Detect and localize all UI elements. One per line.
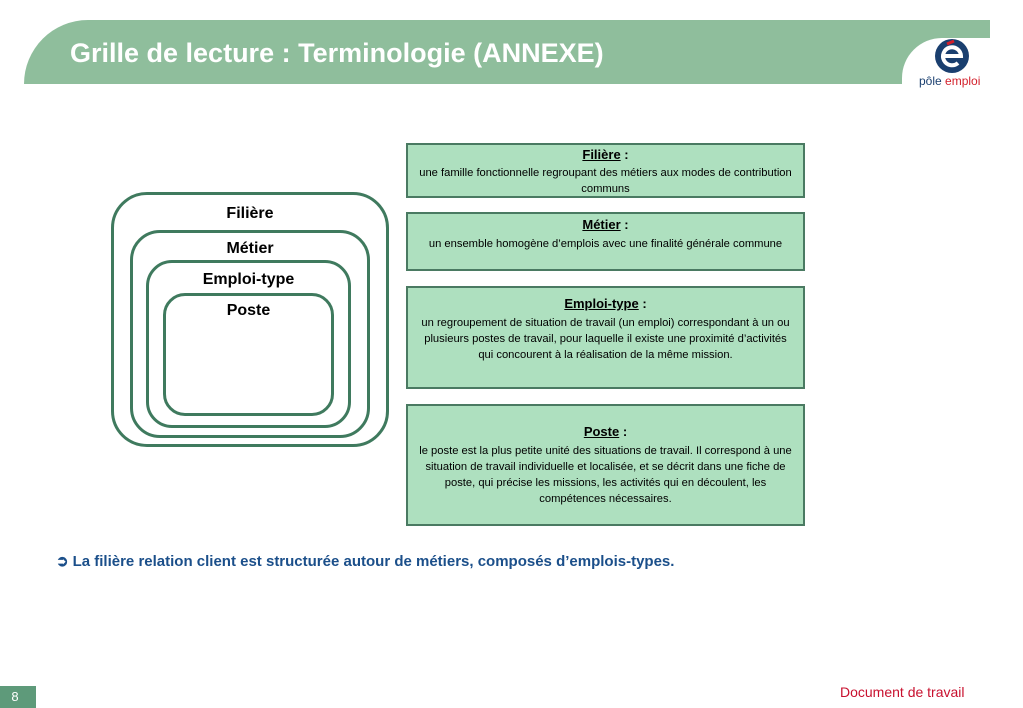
nest-poste-label: Poste (226, 302, 271, 319)
definition-text: un ensemble homogène d’emplois avec une finalité générale commune (428, 238, 783, 250)
document-label: Document de travail (840, 684, 965, 700)
definition-title: Métier : (582, 217, 629, 232)
nest-filiere-label: Filière (226, 205, 274, 222)
definition-title: Poste : (583, 424, 628, 439)
arrow-right-icon: ➲ (56, 553, 69, 570)
nest-metier-label: Métier (226, 240, 274, 257)
nest-poste (163, 293, 334, 416)
definition-title: Emploi-type : (564, 296, 647, 311)
definition-text: une famille fonctionnelle regroupant des métiers aux modes de contribution communs (419, 167, 792, 195)
page-title: Grille de lecture : Terminologie (ANNEXE) (70, 38, 604, 68)
definition-metier (406, 212, 805, 271)
conclusion-statement (56, 552, 674, 570)
definition-text: le poste est la plus petite unité des situations de travail. Il correspond à une situation de travail individuelle et localisée, et se décrit dans une fiche de poste, qui précise les missions, les activités qui en découlent, les compétences nécessaires. (419, 445, 792, 505)
pole-emploi-logo-icon (934, 38, 970, 74)
definition-emploi-type (406, 286, 805, 389)
page-number: 8 (11, 689, 19, 704)
definition-title: Filière : (582, 147, 629, 162)
logo-text: pôle emploi (919, 74, 981, 88)
conclusion-text: La filière relation client est structurée autour de métiers, composés d’emplois-types. (72, 553, 675, 570)
definition-poste (406, 404, 805, 526)
nest-emploi-type-label: Emploi-type (202, 271, 295, 288)
definition-text: un regroupement de situation de travail (un emploi) correspondant à un ou plusieurs postes de travail, pour laquelle il existe une proximité d’activités qui concourent à la réalisation de la même mission. (421, 317, 790, 361)
definition-filiere (406, 143, 805, 198)
